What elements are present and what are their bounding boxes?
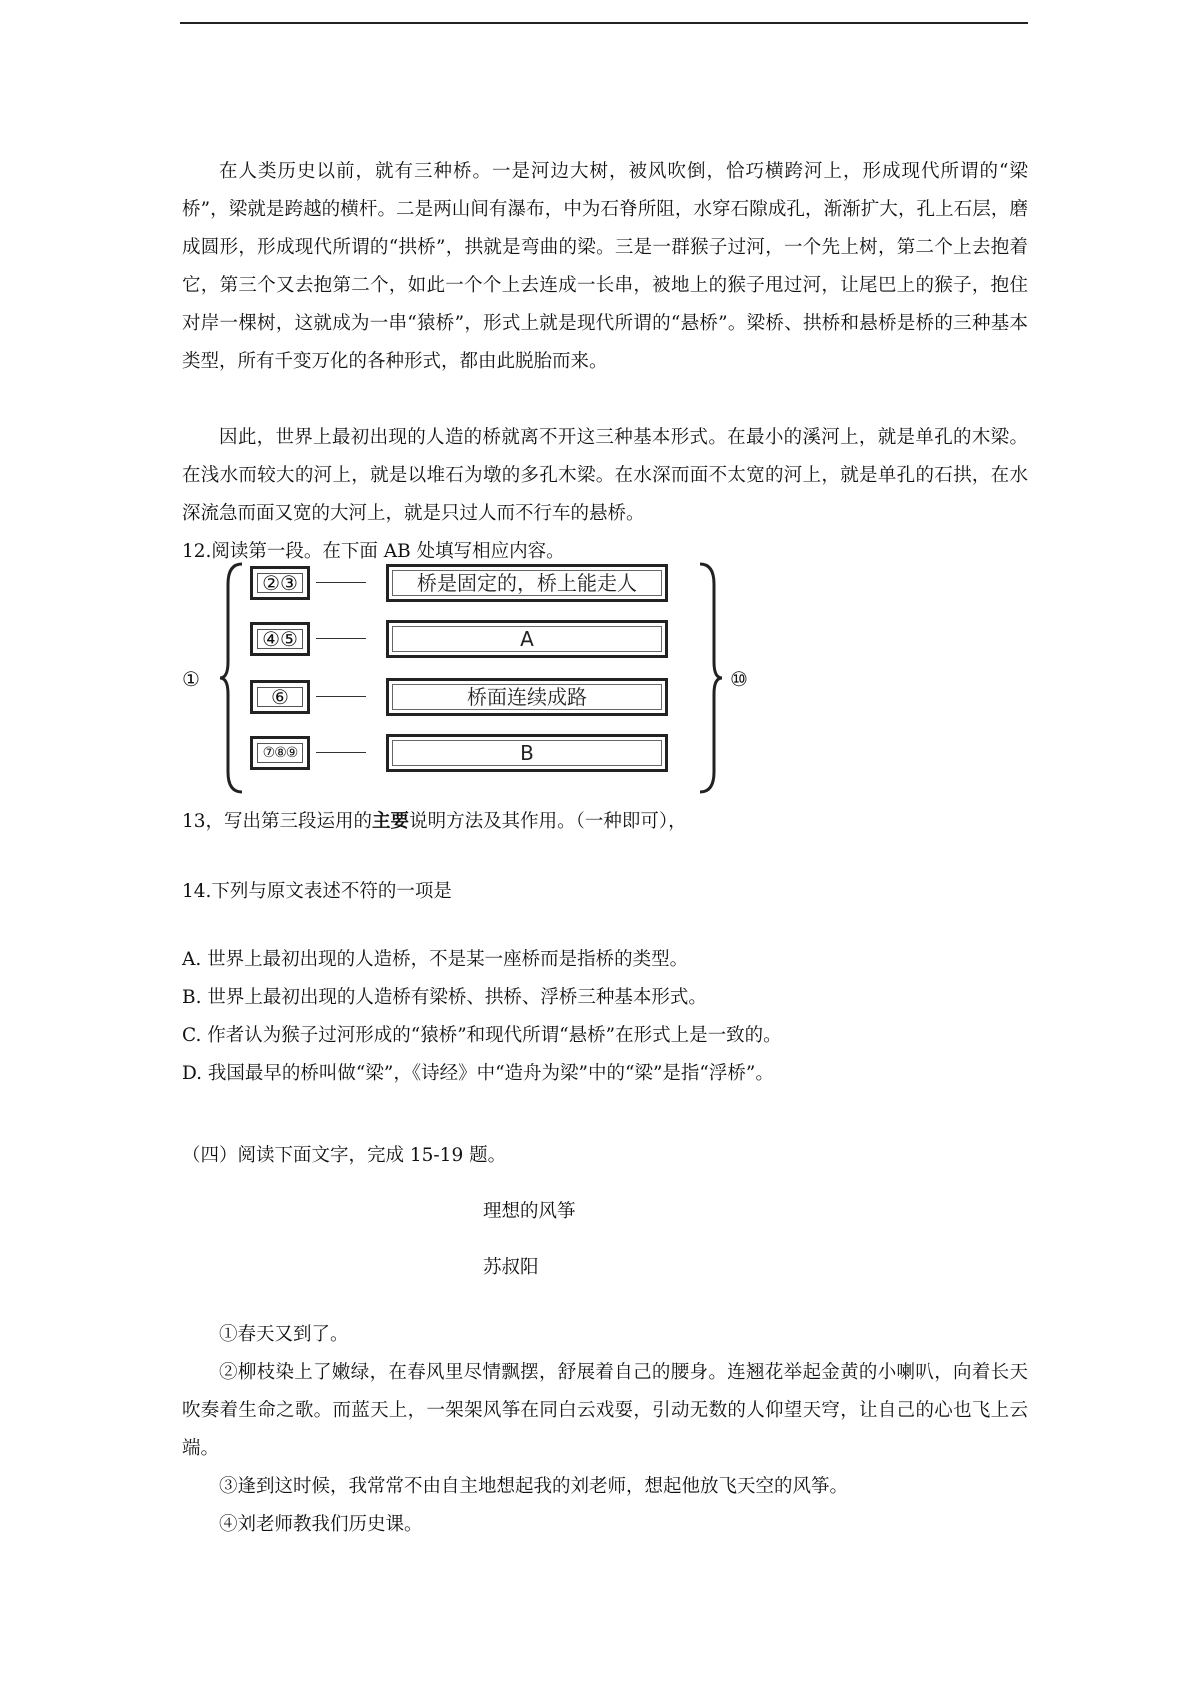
question-14-option-b: B. 世界上最初出现的人造桥有梁桥、拱桥、浮桥三种基本形式。 [182, 987, 707, 1008]
question-13-emphasis: 主要 [372, 811, 410, 832]
diagram-text-box-a [386, 620, 668, 658]
question-14-option-c: C. 作者认为猴子过河形成的“猿桥”和现代所谓“悬桥”在形式上是一致的。 [182, 1025, 782, 1046]
diagram-text: 桥是固定的，桥上能走人 [417, 571, 637, 595]
diagram-row [182, 618, 762, 658]
section-4-heading: （四）阅读下面文字，完成 15-19 题。 [182, 1145, 507, 1166]
diagram-connector [316, 696, 366, 697]
diagram-number-box [250, 622, 310, 656]
article-paragraph-3: ③逢到这时候，我常常不由自主地想起我的刘老师，想起他放飞天空的风筝。 [219, 1476, 849, 1497]
diagram-row [182, 732, 762, 772]
diagram-connector [316, 638, 366, 639]
diagram-number-box [250, 566, 310, 600]
question-14-option-a: A. 世界上最初出现的人造桥，不是某一座桥而是指桥的类型。 [182, 949, 689, 970]
question-13-suffix: 说明方法及其作用。（一种即可）， [409, 811, 687, 832]
diagram-text-box [386, 678, 668, 716]
diagram-right-label: ⑩ [730, 667, 748, 691]
passage-paragraph-1: 在人类历史以前，就有三种桥。一是河边大树，被风吹倒，恰巧横跨河上，形成现代所谓的“梁桥”，梁就是跨越的横杆。二是两山间有瀑布，中为石脊所阻，水穿石隙成孔，渐渐扩大，孔上石层，磨成圆形，形成现代所谓的“拱桥”，拱就是弯曲的梁。三是一群猴子过河，一个先上树，第二个上去抱着它，第三个又去抱第二个，如此一个个上去连成一长串，被地上的猴子甩过河，让尾巴上的猴子，抱住对岸一棵树，这就成为一串“猿桥”，形式上就是现代所谓的“悬桥”。梁桥、拱桥和悬桥是桥的三种基本类型，所有千变万化的各种形式，都由此脱胎而来。 [182, 161, 1028, 372]
diagram-number: ⑦⑧⑨ [262, 745, 298, 761]
diagram-row [182, 676, 762, 716]
diagram-row [182, 562, 762, 602]
diagram-number: ②③ [262, 571, 298, 595]
article-paragraph-2: ②柳枝染上了嫩绿，在春风里尽情飘摆，舒展着自己的腰身。连翘花举起金黄的小喇叭，向着长天吹奏着生命之歌。而蓝天上，一架架风筝在同白云戏耍，引动无数的人仰望天穹，让自己的心也飞上云端。 [182, 1362, 1028, 1459]
question-13-prompt [182, 808, 687, 836]
diagram-text-box [386, 564, 668, 602]
diagram-text: 桥面连续成路 [467, 685, 587, 709]
diagram-left-label: ① [182, 667, 200, 691]
diagram-text: B [520, 741, 534, 765]
diagram-text: A [520, 627, 534, 651]
question-14-option-d: D. 我国最早的桥叫做“梁”，《诗经》中“造舟为梁”中的“梁”是指“浮桥”。 [182, 1063, 774, 1084]
header-rule [180, 22, 1028, 24]
diagram-text-box-b [386, 734, 668, 772]
article-paragraph-1: ①春天又到了。 [219, 1324, 349, 1345]
question-14-prompt: 14.下列与原文表述不符的一项是 [182, 881, 452, 902]
article-paragraph-4: ④刘老师教我们历史课。 [219, 1514, 423, 1535]
diagram-number-box [250, 736, 310, 770]
diagram-connector [316, 752, 366, 753]
diagram-number-box [250, 680, 310, 714]
question-13-prefix: 13，写出第三段运用的 [182, 811, 373, 832]
bridge-structure-diagram [182, 562, 762, 796]
article-title: 理想的风筝 [483, 1201, 576, 1222]
article-author: 苏叔阳 [483, 1257, 539, 1278]
diagram-number: ④⑤ [262, 627, 298, 651]
question-12-prompt: 12.阅读第一段。在下面 AB 处填写相应内容。 [182, 541, 565, 562]
diagram-number: ⑥ [271, 685, 289, 709]
passage-paragraph-2: 因此，世界上最初出现的人造的桥就离不开这三种基本形式。在最小的溪河上，就是单孔的木梁。在浅水而较大的河上，就是以堆石为墩的多孔木梁。在水深而面不太宽的河上，就是单孔的石拱，在水深流急而面又宽的大河上，就是只过人而不行车的悬桥。 [182, 427, 1028, 524]
diagram-connector [316, 582, 366, 583]
